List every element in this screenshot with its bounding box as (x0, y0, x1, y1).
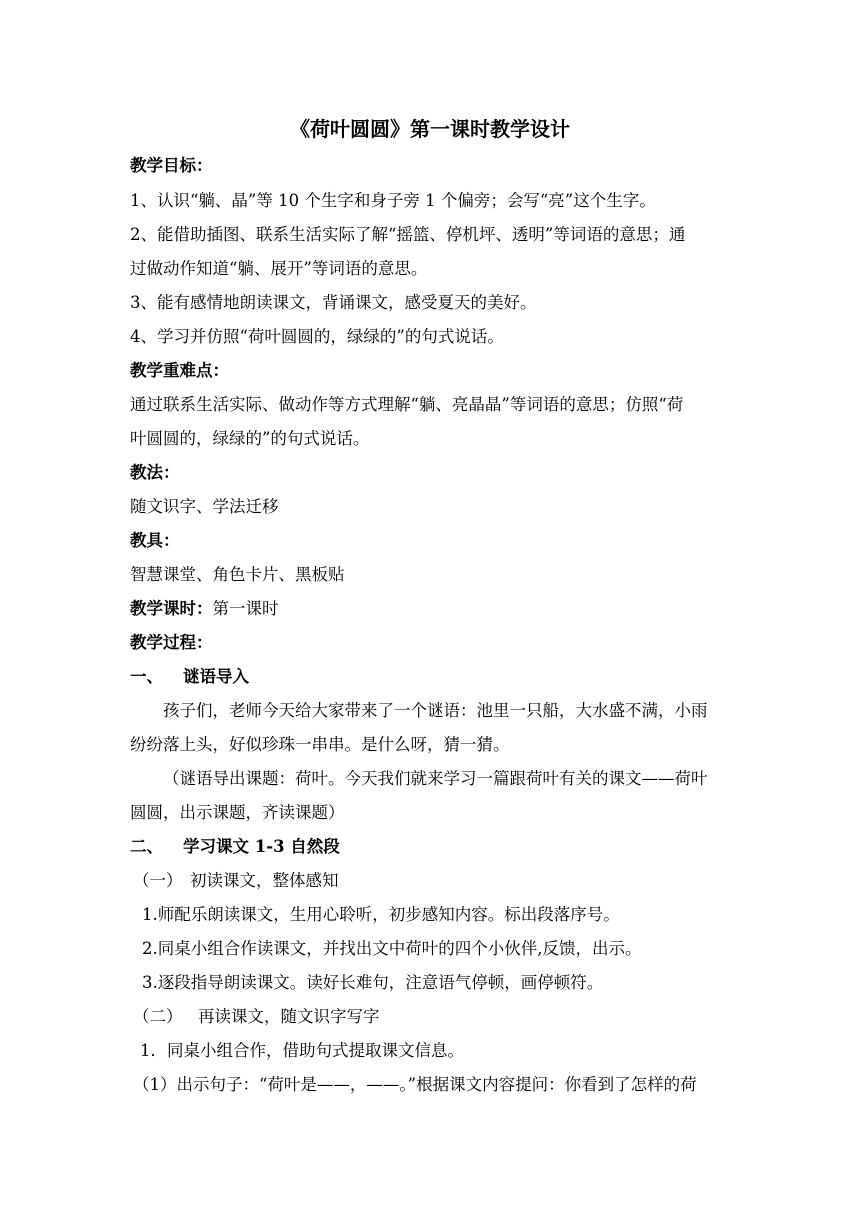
keypoints-text: 叶圆圆的，绿绿的”的句式说话。 (130, 429, 370, 448)
goal-item: 4、学习并仿照“荷叶圆圆的，绿绿的”的句式说话。 (130, 327, 504, 346)
section-2-title: 学习课文 1-3 自然段 (183, 837, 340, 856)
subsection-2-title: 再读课文，随文识字写字 (198, 1007, 380, 1026)
riddle-paragraph: 孩子们，老师今天给大家带来了一个谜语：池里一只船，大水盛不满，小雨 (163, 701, 708, 720)
goal-item: 2、能借助插图、联系生活实际了解“摇篮、停机坪、透明”等词语的意思；通 (130, 225, 686, 244)
section-1-num: 一、 (130, 667, 163, 686)
step-item: 3.逐段指导朗读课文。读好长难句，注意语气停顿，画停顿符。 (142, 973, 604, 992)
method-heading: 教法： (130, 463, 180, 482)
process-heading: 教学过程： (130, 633, 213, 652)
tools-heading: 教具： (130, 531, 180, 550)
section-2-num: 二、 (130, 837, 163, 856)
method-text: 随文识字、学法迁移 (130, 497, 279, 516)
goal-item: 过做动作知道“躺、展开”等词语的意思。 (130, 259, 428, 278)
step-item: 1．同桌小组合作，借助句式提取课文信息。 (140, 1041, 464, 1060)
period-heading: 教学课时： (130, 599, 213, 618)
step-item: （1）出示句子：“荷叶是——，——。”根据课文内容提问：你看到了怎样的荷 (133, 1075, 697, 1094)
page-title: 《荷叶圆圆》第一课时教学设计 (290, 117, 570, 141)
keypoints-heading: 教学重难点： (130, 361, 229, 380)
step-item: 2.同桌小组合作读课文，并找出文中荷叶的四个小伙伴,反馈，出示。 (142, 939, 642, 958)
riddle-answer: 圆圆，出示课题，齐读课题） (130, 803, 345, 822)
subsection-2-num: （二） (133, 1007, 183, 1026)
period-text: 第一课时 (212, 599, 279, 618)
subsection-1-num: （一） (133, 871, 183, 890)
riddle-answer: （谜语导出课题：荷叶。今天我们就来学习一篇跟荷叶有关的课文——荷叶 (163, 769, 708, 788)
goal-item: 3、能有感情地朗读课文，背诵课文，感受夏天的美好。 (130, 293, 537, 312)
tools-text: 智慧课堂、角色卡片、黑板贴 (130, 565, 345, 584)
goal-item: 1、认识“躺、晶”等 10 个生字和身子旁 1 个偏旁；会写“亮”这个生字。 (130, 191, 656, 210)
riddle-paragraph: 纷纷落上头，好似珍珠一串串。是什么呀，猜一猜。 (130, 735, 510, 754)
section-1-title: 谜语导入 (183, 667, 249, 686)
goals-heading: 教学目标： (130, 156, 213, 175)
subsection-1-title: 初读课文，整体感知 (190, 871, 339, 890)
keypoints-text: 通过联系生活实际、做动作等方式理解“躺、亮晶晶”等词语的意思；仿照“荷 (130, 395, 684, 414)
period-line (130, 598, 279, 620)
step-item: 1.师配乐朗读课文，生用心聆听，初步感知内容。标出段落序号。 (142, 905, 620, 924)
